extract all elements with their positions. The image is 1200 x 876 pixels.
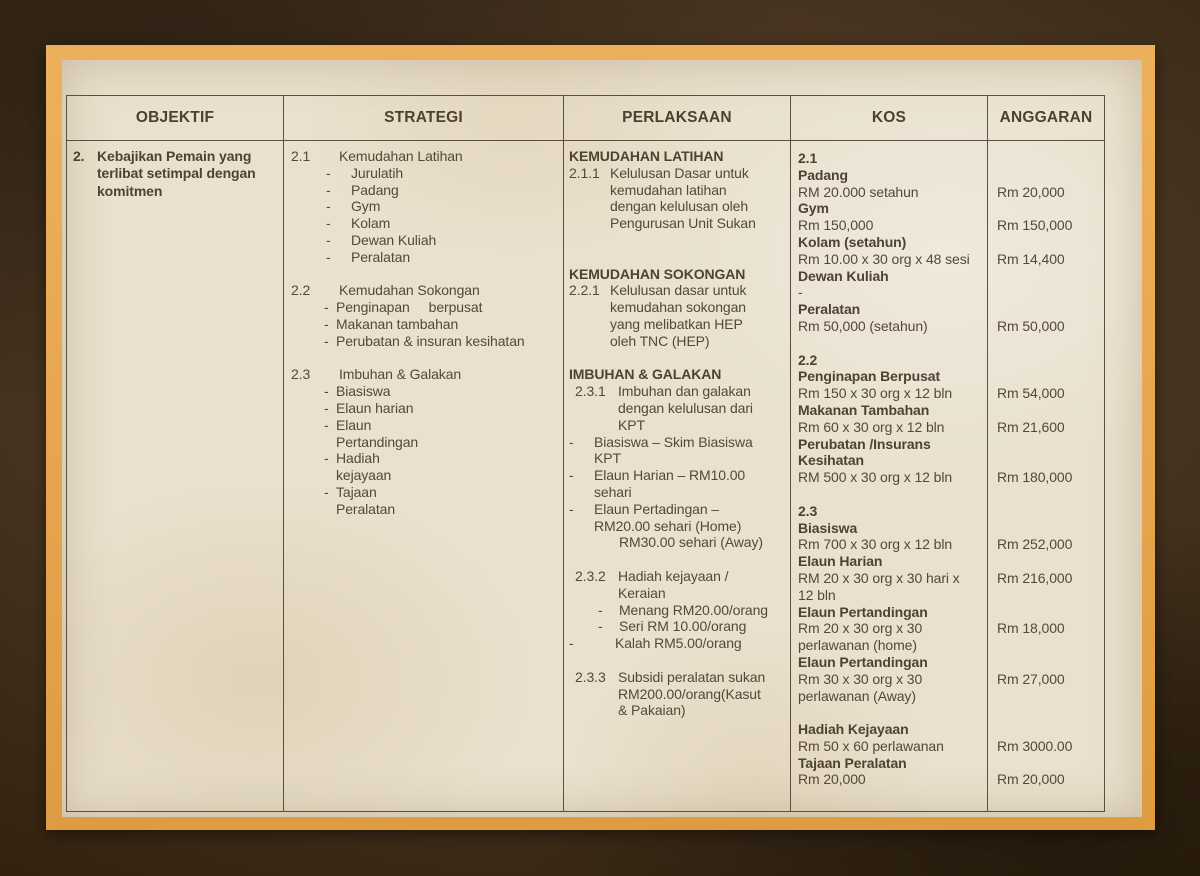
item-number: 2.3.1 bbox=[575, 383, 606, 400]
line-text: RM20.00 sehari (Home) bbox=[594, 517, 742, 534]
blank-line bbox=[997, 486, 1104, 503]
blank-line bbox=[569, 551, 790, 568]
blank-line bbox=[997, 436, 1104, 453]
kos-line: Peralatan bbox=[798, 301, 861, 318]
line-text: Penginapan berpusat bbox=[336, 299, 483, 316]
item-number: 2. bbox=[73, 148, 85, 164]
line-text: sehari bbox=[594, 483, 632, 500]
blank-line bbox=[798, 704, 987, 721]
line-text: Biasiswa bbox=[336, 383, 391, 400]
text-line bbox=[569, 518, 790, 535]
column-header-perlaksaan: PERLAKSAAN bbox=[564, 96, 791, 140]
blank-line bbox=[997, 704, 1104, 721]
line-text: Menang RM20.00/orang bbox=[619, 601, 768, 618]
parchment-page bbox=[62, 60, 1142, 817]
blank-line bbox=[997, 200, 1104, 217]
line-text: Jurulatih bbox=[351, 164, 404, 181]
kos-line: 2.2 bbox=[798, 351, 818, 368]
perlaksaan-cell bbox=[564, 141, 791, 812]
dash-bullet: - bbox=[326, 248, 331, 265]
table-body-row bbox=[67, 141, 1104, 812]
text-line bbox=[73, 148, 283, 165]
blank-line bbox=[291, 350, 563, 367]
line-text: Hadiah bbox=[336, 450, 380, 467]
text-line bbox=[291, 316, 563, 333]
dash-bullet: - bbox=[324, 315, 329, 332]
text-line bbox=[291, 467, 563, 484]
text-line bbox=[569, 182, 790, 199]
anggaran-value: Rm 54,000 bbox=[997, 385, 1065, 402]
column-header-anggaran: ANGGARAN bbox=[999, 109, 1093, 126]
kos-line: Rm 20,000 bbox=[798, 771, 866, 788]
dash-bullet: - bbox=[569, 433, 574, 450]
dash-bullet: - bbox=[326, 181, 331, 198]
dash-bullet: - bbox=[569, 500, 574, 517]
text-line bbox=[569, 282, 790, 299]
blank-line bbox=[997, 402, 1104, 419]
kos-line: - bbox=[798, 284, 803, 301]
text-line bbox=[291, 148, 563, 165]
blank-line bbox=[798, 486, 987, 503]
dash-bullet: - bbox=[326, 198, 331, 215]
blank-line bbox=[997, 654, 1104, 671]
blank-line bbox=[798, 335, 987, 352]
blank-line bbox=[997, 234, 1104, 251]
line-text: kemudahan sokongan bbox=[610, 299, 746, 316]
kos-cell bbox=[791, 141, 988, 812]
blank-line bbox=[997, 452, 1104, 469]
line-text: Tajaan bbox=[336, 483, 377, 500]
text-line bbox=[569, 568, 790, 585]
text-line bbox=[291, 249, 563, 266]
blank-line bbox=[997, 755, 1104, 772]
blank-line bbox=[569, 350, 790, 367]
line-text: Imbuhan dan galakan bbox=[618, 383, 751, 400]
kos-line: Biasiswa bbox=[798, 519, 858, 536]
anggaran-value: Rm 14,400 bbox=[997, 250, 1065, 267]
text-line bbox=[291, 366, 563, 383]
kos-line: Rm 50,000 (setahun) bbox=[798, 317, 928, 334]
kos-line: Rm 60 x 30 org x 12 bln bbox=[798, 418, 945, 435]
anggaran-value: Rm 20,000 bbox=[997, 183, 1065, 200]
line-text: Makanan tambahan bbox=[336, 315, 459, 332]
kos-line: Elaun Pertandingan bbox=[798, 603, 928, 620]
dash-bullet: - bbox=[326, 215, 331, 232]
item-number: 2.3.2 bbox=[575, 567, 606, 584]
line-text: Seri RM 10.00/orang bbox=[619, 618, 747, 635]
kos-line: Penginapan Berpusat bbox=[798, 368, 941, 385]
item-number: 2.2.1 bbox=[569, 282, 600, 299]
text-line bbox=[291, 450, 563, 467]
text-line bbox=[569, 333, 790, 350]
kos-line: Rm 700 x 30 org x 12 bln bbox=[798, 536, 953, 553]
line-text: komitmen bbox=[97, 182, 163, 199]
kos-line: RM 20 x 30 org x 30 hari x bbox=[798, 569, 960, 586]
anggaran-value: Rm 27,000 bbox=[997, 670, 1065, 687]
blank-line bbox=[997, 721, 1104, 738]
line-text: IMBUHAN & GALAKAN bbox=[569, 366, 722, 383]
dash-bullet: - bbox=[598, 601, 603, 618]
strategi-cell bbox=[284, 141, 564, 812]
line-text: Dewan Kuliah bbox=[351, 231, 437, 248]
item-number: 2.1 bbox=[291, 148, 311, 164]
blank-line bbox=[569, 652, 790, 669]
text-line bbox=[569, 266, 790, 283]
text-line bbox=[569, 484, 790, 501]
line-text: KEMUDAHAN LATIHAN bbox=[569, 148, 724, 164]
text-line bbox=[291, 434, 563, 451]
line-text: kejayaan bbox=[336, 467, 392, 484]
text-line bbox=[569, 165, 790, 182]
text-line bbox=[569, 669, 790, 686]
text-line bbox=[569, 534, 790, 551]
line-text: Padang bbox=[351, 181, 399, 198]
text-line bbox=[569, 635, 790, 652]
text-line bbox=[569, 400, 790, 417]
kos-line: Kesihatan bbox=[798, 452, 865, 469]
anggaran-value: Rm 20,000 bbox=[997, 771, 1065, 788]
line-text: Kemudahan Latihan bbox=[339, 148, 463, 164]
kos-line: Hadiah Kejayaan bbox=[798, 721, 909, 738]
item-number: 2.3 bbox=[291, 366, 311, 383]
line-text: Elaun Pertadingan – bbox=[594, 500, 719, 517]
kos-line: Perubatan /Insurans bbox=[798, 435, 931, 452]
line-text: RM30.00 sehari (Away) bbox=[619, 534, 763, 551]
line-text: Peralatan bbox=[336, 500, 396, 517]
dash-bullet: - bbox=[324, 450, 329, 467]
text-line bbox=[569, 299, 790, 316]
text-line bbox=[291, 282, 563, 299]
line-text: Subsidi peralatan sukan bbox=[618, 668, 766, 685]
kos-line: Rm 150 x 30 org x 12 bln bbox=[798, 385, 953, 402]
text-line bbox=[291, 182, 563, 199]
text-line bbox=[291, 299, 563, 316]
kos-line: Rm 50 x 60 perlawanan bbox=[798, 737, 944, 754]
dash-bullet: - bbox=[326, 164, 331, 181]
item-number: 2.2 bbox=[291, 282, 311, 299]
dash-bullet: - bbox=[324, 483, 329, 500]
blank-line bbox=[997, 301, 1104, 318]
blank-line bbox=[997, 335, 1104, 352]
text-line bbox=[569, 467, 790, 484]
line-text: Perubatan & insuran kesihatan bbox=[336, 332, 525, 349]
text-line bbox=[291, 333, 563, 350]
kos-line: 2.3 bbox=[798, 502, 818, 519]
column-header-objektif: OBJEKTIF bbox=[67, 96, 284, 140]
blank-line bbox=[997, 150, 1104, 167]
dash-bullet: - bbox=[598, 618, 603, 635]
blank-line bbox=[997, 688, 1104, 705]
anggaran-value: Rm 21,600 bbox=[997, 418, 1065, 435]
dash-bullet: - bbox=[326, 231, 331, 248]
line-text: KPT bbox=[594, 450, 621, 467]
item-number: 2.3.3 bbox=[575, 668, 606, 685]
dash-bullet: - bbox=[569, 635, 574, 652]
column-header-strategi: STRATEGI bbox=[284, 96, 564, 140]
blank-line bbox=[997, 352, 1104, 369]
text-line bbox=[569, 417, 790, 434]
item-number: 2.1.1 bbox=[569, 164, 600, 181]
line-text: Elaun bbox=[336, 416, 372, 433]
text-line bbox=[569, 501, 790, 518]
text-line bbox=[291, 400, 563, 417]
dash-bullet: - bbox=[324, 299, 329, 316]
line-text: KEMUDAHAN SOKONGAN bbox=[569, 265, 746, 282]
blank-line bbox=[997, 268, 1104, 285]
kos-line: Elaun Harian bbox=[798, 553, 883, 570]
blank-line bbox=[291, 266, 563, 283]
line-text: Kelulusan dasar untuk bbox=[610, 282, 747, 299]
text-line bbox=[569, 602, 790, 619]
line-text: Biasiswa – Skim Biasiswa bbox=[594, 433, 753, 450]
anggaran-value: Rm 180,000 bbox=[997, 469, 1073, 486]
kos-line: Rm 30 x 30 org x 30 bbox=[798, 670, 923, 687]
blank-line bbox=[997, 553, 1104, 570]
blank-line bbox=[997, 167, 1104, 184]
text-line bbox=[291, 232, 563, 249]
dash-bullet: - bbox=[324, 383, 329, 400]
anggaran-value: Rm 3000.00 bbox=[997, 737, 1073, 754]
text-line bbox=[569, 366, 790, 383]
text-line bbox=[291, 501, 563, 518]
line-text: Kelulusan Dasar untuk bbox=[610, 164, 749, 181]
line-text: Elaun harian bbox=[336, 399, 414, 416]
anggaran-value: Rm 216,000 bbox=[997, 569, 1073, 586]
text-line bbox=[569, 450, 790, 467]
line-text: yang melibatkan HEP bbox=[610, 315, 743, 332]
text-line bbox=[569, 383, 790, 400]
kos-line: Elaun Pertandingan bbox=[798, 653, 928, 670]
line-text: Kemudahan Sokongan bbox=[339, 282, 480, 299]
dash-bullet: - bbox=[324, 399, 329, 416]
text-line bbox=[569, 434, 790, 451]
kos-line: Gym bbox=[798, 200, 829, 217]
column-header-kos: KOS bbox=[791, 96, 988, 140]
blank-line bbox=[997, 587, 1104, 604]
anggaran-cell bbox=[988, 141, 1104, 812]
blank-line bbox=[997, 520, 1104, 537]
kos-line: Kolam (setahun) bbox=[798, 233, 907, 250]
text-line bbox=[291, 383, 563, 400]
line-text: Gym bbox=[351, 198, 381, 215]
kos-line: Rm 10.00 x 30 org x 48 sesi bbox=[798, 250, 970, 267]
blank-line bbox=[569, 249, 790, 266]
line-text: Elaun Harian – RM10.00 bbox=[594, 467, 746, 484]
text-line bbox=[291, 165, 563, 182]
text-line bbox=[569, 618, 790, 635]
kos-line: Padang bbox=[798, 166, 848, 183]
anggaran-value: Rm 18,000 bbox=[997, 620, 1065, 637]
kos-line: perlawanan (home) bbox=[798, 637, 917, 654]
line-text: Keraian bbox=[618, 584, 666, 601]
kos-line: RM 20.000 setahun bbox=[798, 183, 919, 200]
table-header-row bbox=[67, 96, 1104, 141]
blank-line bbox=[569, 232, 790, 249]
kos-line: Makanan Tambahan bbox=[798, 401, 930, 418]
kos-line: Rm 150,000 bbox=[798, 217, 874, 234]
text-line bbox=[291, 484, 563, 501]
text-line bbox=[569, 316, 790, 333]
kos-line: RM 500 x 30 org x 12 bln bbox=[798, 469, 953, 486]
text-line bbox=[73, 165, 283, 182]
line-text: Peralatan bbox=[351, 248, 411, 265]
kos-line: Tajaan Peralatan bbox=[798, 754, 907, 771]
text-line bbox=[569, 686, 790, 703]
text-line bbox=[569, 198, 790, 215]
line-text: Pengurusan Unit Sukan bbox=[610, 215, 756, 232]
line-text: Imbuhan & Galakan bbox=[339, 366, 462, 383]
kos-line: perlawanan (Away) bbox=[798, 687, 916, 704]
line-text: RM200.00/orang(Kasut bbox=[618, 685, 761, 702]
text-line bbox=[569, 148, 790, 165]
blank-line bbox=[997, 637, 1104, 654]
blank-line bbox=[997, 503, 1104, 520]
text-line bbox=[291, 215, 563, 232]
dash-bullet: - bbox=[324, 416, 329, 433]
line-text: Hadiah kejayaan / bbox=[618, 567, 729, 584]
line-text: & Pakaian) bbox=[618, 702, 686, 719]
text-line bbox=[569, 215, 790, 232]
dash-bullet: - bbox=[569, 467, 574, 484]
blank-line bbox=[997, 284, 1104, 301]
blank-line bbox=[997, 604, 1104, 621]
text-line bbox=[569, 702, 790, 719]
anggaran-value: Rm 150,000 bbox=[997, 217, 1073, 234]
objektif-cell bbox=[67, 141, 284, 812]
orange-mat-border bbox=[46, 45, 1155, 830]
line-text: KPT bbox=[618, 416, 645, 433]
line-text: kemudahan latihan bbox=[610, 181, 727, 198]
text-line bbox=[569, 585, 790, 602]
anggaran-value: Rm 50,000 bbox=[997, 317, 1065, 334]
line-text: dengan kelulusan oleh bbox=[610, 198, 749, 215]
blank-line bbox=[997, 368, 1104, 385]
text-line bbox=[291, 417, 563, 434]
text-line bbox=[291, 198, 563, 215]
line-text: oleh TNC (HEP) bbox=[610, 332, 710, 349]
line-text: Kebajikan Pemain yang bbox=[97, 148, 252, 164]
line-text: Pertandingan bbox=[336, 433, 419, 450]
line-text: dengan kelulusan dari bbox=[618, 399, 753, 416]
line-text: Kolam bbox=[351, 215, 391, 232]
text-line bbox=[73, 183, 283, 200]
kos-line: 12 bln bbox=[798, 586, 836, 603]
kos-line: 2.1 bbox=[798, 150, 818, 166]
line-text: Kalah RM5.00/orang bbox=[615, 635, 742, 652]
dash-bullet: - bbox=[324, 332, 329, 349]
kos-line: Dewan Kuliah bbox=[798, 267, 889, 284]
line-text: terlibat setimpal dengan bbox=[97, 165, 256, 182]
budget-table bbox=[66, 95, 1105, 812]
anggaran-value: Rm 252,000 bbox=[997, 536, 1073, 553]
kos-line: Rm 20 x 30 org x 30 bbox=[798, 620, 923, 637]
